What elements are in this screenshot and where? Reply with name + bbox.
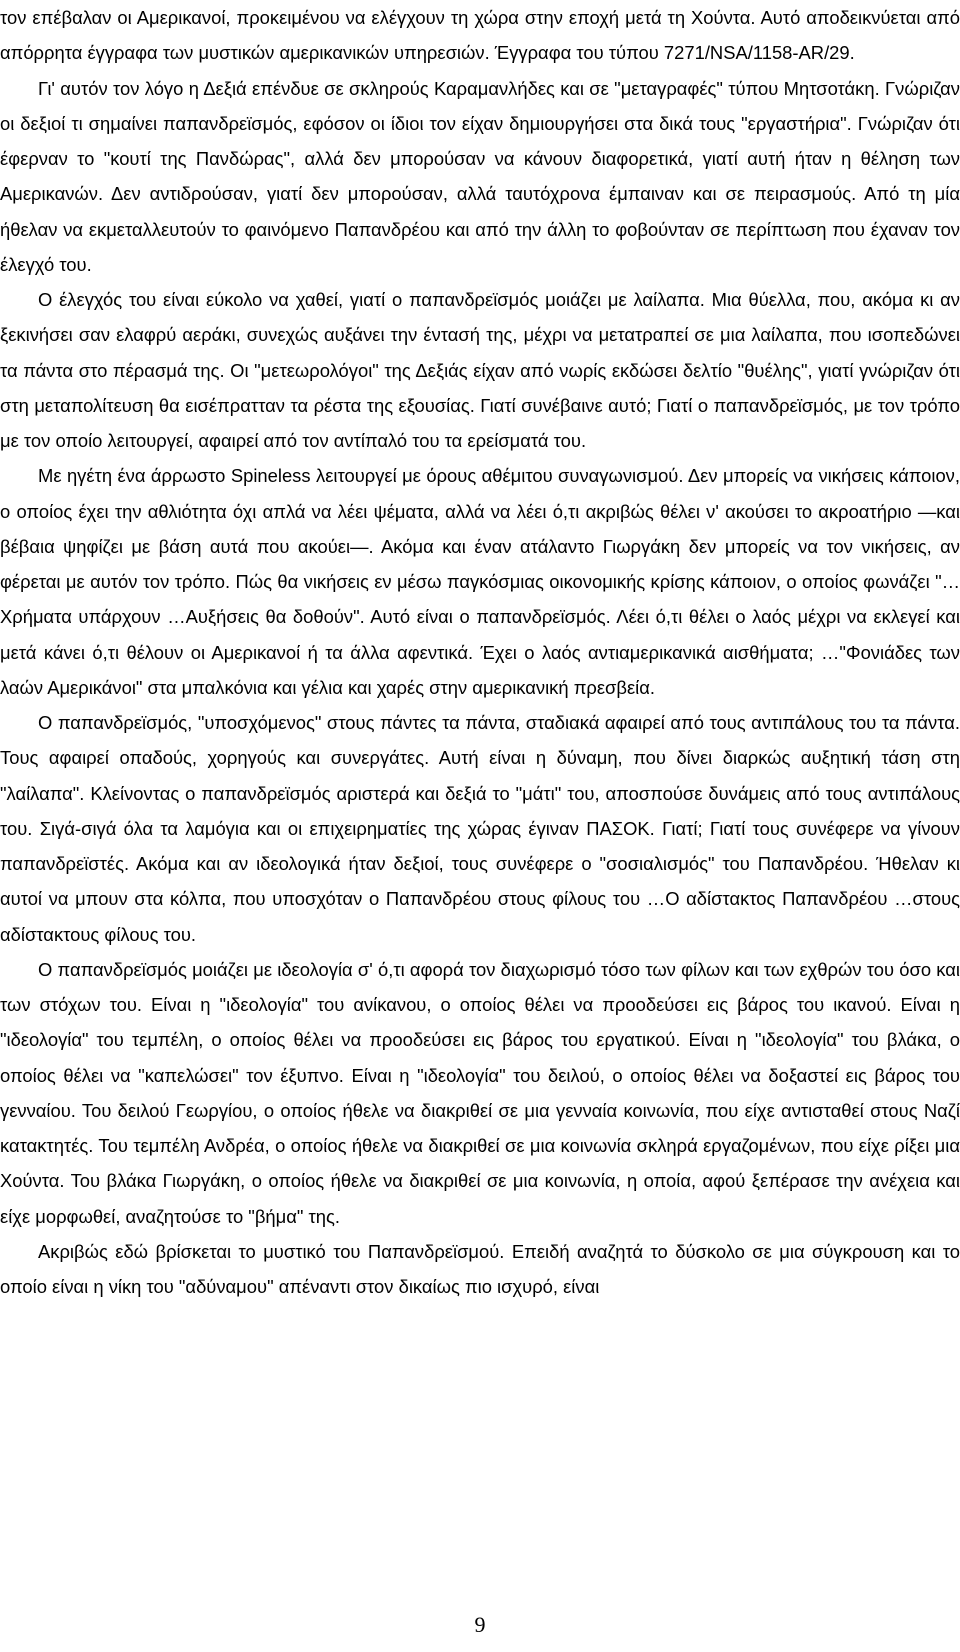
paragraph: Ακριβώς εδώ βρίσκεται το μυστικό του Παπανδρεϊσμού. Επειδή αναζητά το δύσκολο σε μια σύγκρουση και το οποίο είναι η νίκη του "αδύναμου" απέναντι στον δικαίως πιο ισχυρό, είναι: [0, 1240, 960, 1297]
paragraph: Ο παπανδρεϊσμός μοιάζει με ιδεολογία σ' ό,τι αφορά τον διαχωρισμό τόσο των φίλων και των εχθρών του όσο και των στόχων του. Είναι η "ιδεολογία" του ανίκανου, ο οποίος θέλει να προοδεύσει εις βάρος του ικανού. Είναι η "ιδεολογία" του τεμπέλη, ο οποίος θέλει να προοδεύσει εις βάρος του εργατικού. Είναι η "ιδεολογία" του βλάκα, ο οποίος θέλει να "καπελώσει" τον έξυπνο. Είναι η "ιδεολογία" του δειλού, ο οποίος θέλει να δοξαστεί εις βάρος του γενναίου. Του δειλού Γεωργίου, ο οποίος ήθελε να διακριθεί σε μια γενναία κοινωνία, που είχε αντισταθεί στους Ναζί κατακτητές. Του τεμπέλη Ανδρέα, ο οποίος ήθελε να διακριθεί σε μια κοινωνία σκληρά εργαζομένων, που είχε ρίξει μια Χούντα. Του βλάκα Γιωργάκη, ο οποίος ήθελε να διακριθεί σε μια κοινωνία, η οποία, αφού ξεπέρασε την ανέχεια και είχε μορφωθεί, αναζητούσε το "βήμα" της.: [0, 958, 960, 1227]
paragraph: Ο παπανδρεϊσμός, "υποσχόμενος" στους πάντες τα πάντα, σταδιακά αφαιρεί από τους αντιπάλους του τα πάντα. Τους αφαιρεί οπαδούς, χορηγούς και συνεργάτες. Αυτή είναι η δύναμη, που δίνει διαρκώς αυξητική τάση στη "λαίλαπα". Κλείνοντας ο παπανδρεϊσμός αριστερά και δεξιά το "μάτι" του, αποσπούσε δυνάμεις από τους αντιπάλους του. Σιγά-σιγά όλα τα λαμόγια και οι επιχειρηματίες της χώρας έγιναν ΠΑΣΟΚ. Γιατί; Γιατί τους συνέφερε να γίνουν παπανδρεϊστές. Ακόμα και αν ιδεολογικά ήταν δεξιοί, τους συνέφερε ο "σοσιαλισμός" του Παπανδρέου. Ήθελαν κι αυτοί να μπουν στα κόλπα, που υποσχόταν ο Παπανδρέου στους φίλους του …Ο αδίστακτος Παπανδρέου …στους αδίστακτους φίλους του.: [0, 712, 960, 945]
paragraph: Ο έλεγχός του είναι εύκολο να χαθεί, γιατί ο παπανδρεϊσμός μοιάζει με λαίλαπα. Μια θύελλα, που, ακόμα κι αν ξεκινήσει σαν ελαφρύ αεράκι, συνεχώς αυξάνει την έντασή της, μέχρι να μετατραπεί σε μια λαίλαπα, που ισοπεδώνει τα πάντα στο πέρασμά της. Οι "μετεωρολόγοι" της Δεξιάς είχαν από νωρίς εκδώσει δελτίο "θυέλης", γιατί γνώριζαν ότι στη μεταπολίτευση θα εισέπρατταν τα ρέστα της εξουσίας. Γιατί συνέβαινε αυτό; Γιατί ο παπανδρεϊσμός, με τον τρόπο με τον οποίο λειτουργεί, αφαιρεί από τον αντίπαλό του τα ερείσματά του.: [0, 289, 960, 451]
paragraph: Με ηγέτη ένα άρρωστο Spineless λειτουργεί με όρους αθέμιτου συναγωνισμού. Δεν μπορείς να νικήσεις κάποιον, ο οποίος έχει την αθλιότητα όχι απλά να λέει ψέματα, αλλά να λέει ό,τι ακριβώς θέλει ν' ακούσει το ακροατήριο —και βέβαια ψηφίζει με βάση αυτά που ακούει—. Ακόμα και έναν ατάλαντο Γιωργάκη δεν μπορείς να τον νικήσεις, αν φέρεται με αυτόν τον τρόπο. Πώς θα νικήσεις εν μέσω παγκόσμιας οικονομικής κρίσης κάποιον, ο οποίος φωνάζει "…Χρήματα υπάρχουν …Αυξήσεις θα δοθούν". Αυτό είναι ο παπανδρεϊσμός. Λέει ό,τι θέλει ο λαός μέχρι να εκλεγεί και μετά κάνει ό,τι θέλουν οι Αμερικανοί ή τα άλλα αφεντικά. Έχει ο λαός αντιαμερικανικά αισθήματα; …"Φονιάδες των λαών Αμερικάνοι" στα μπαλκόνια και γέλια και χαρές στην αμερικανική πρεσβεία.: [0, 465, 960, 698]
paragraph: Γι' αυτόν τον λόγο η Δεξιά επένδυε σε σκληρούς Καραμανλήδες και σε "μεταγραφές" τύπου Μητσοτάκη. Γνώριζαν οι δεξιοί τι σημαίνει παπανδρεϊσμός, εφόσον οι ίδιοι τον είχαν δημιουργήσει στα δικά τους "εργαστήρια". Γνώριζαν ότι έφερναν το "κουτί της Πανδώρας", αλλά δεν μπορούσαν να κάνουν διαφορετικά, γιατί αυτή ήταν η θέληση των Αμερικανών. Δεν αντιδρούσαν, γιατί δεν μπορούσαν, αλλά ταυτόχρονα έμπαιναν και σε πειρασμούς. Από τη μία ήθελαν να εκμεταλλευτούν το φαινόμενο Παπανδρέου και από την άλλη το φοβούνταν σε περίπτωση που έχαναν τον έλεγχό του.: [0, 77, 960, 275]
page-number: 9: [474, 1612, 486, 1637]
paragraph-continuation: τον επέβαλαν οι Αμερικανοί, προκειμένου να ελέγχουν τη χώρα στην εποχή μετά τη Χούντα. Αυτό αποδεικνύεται από απόρρητα έγγραφα των μυστικών αμερικανικών υπηρεσιών. Έγγραφα του τύπου 7271/NSA/1158-AR/29.: [0, 7, 960, 64]
